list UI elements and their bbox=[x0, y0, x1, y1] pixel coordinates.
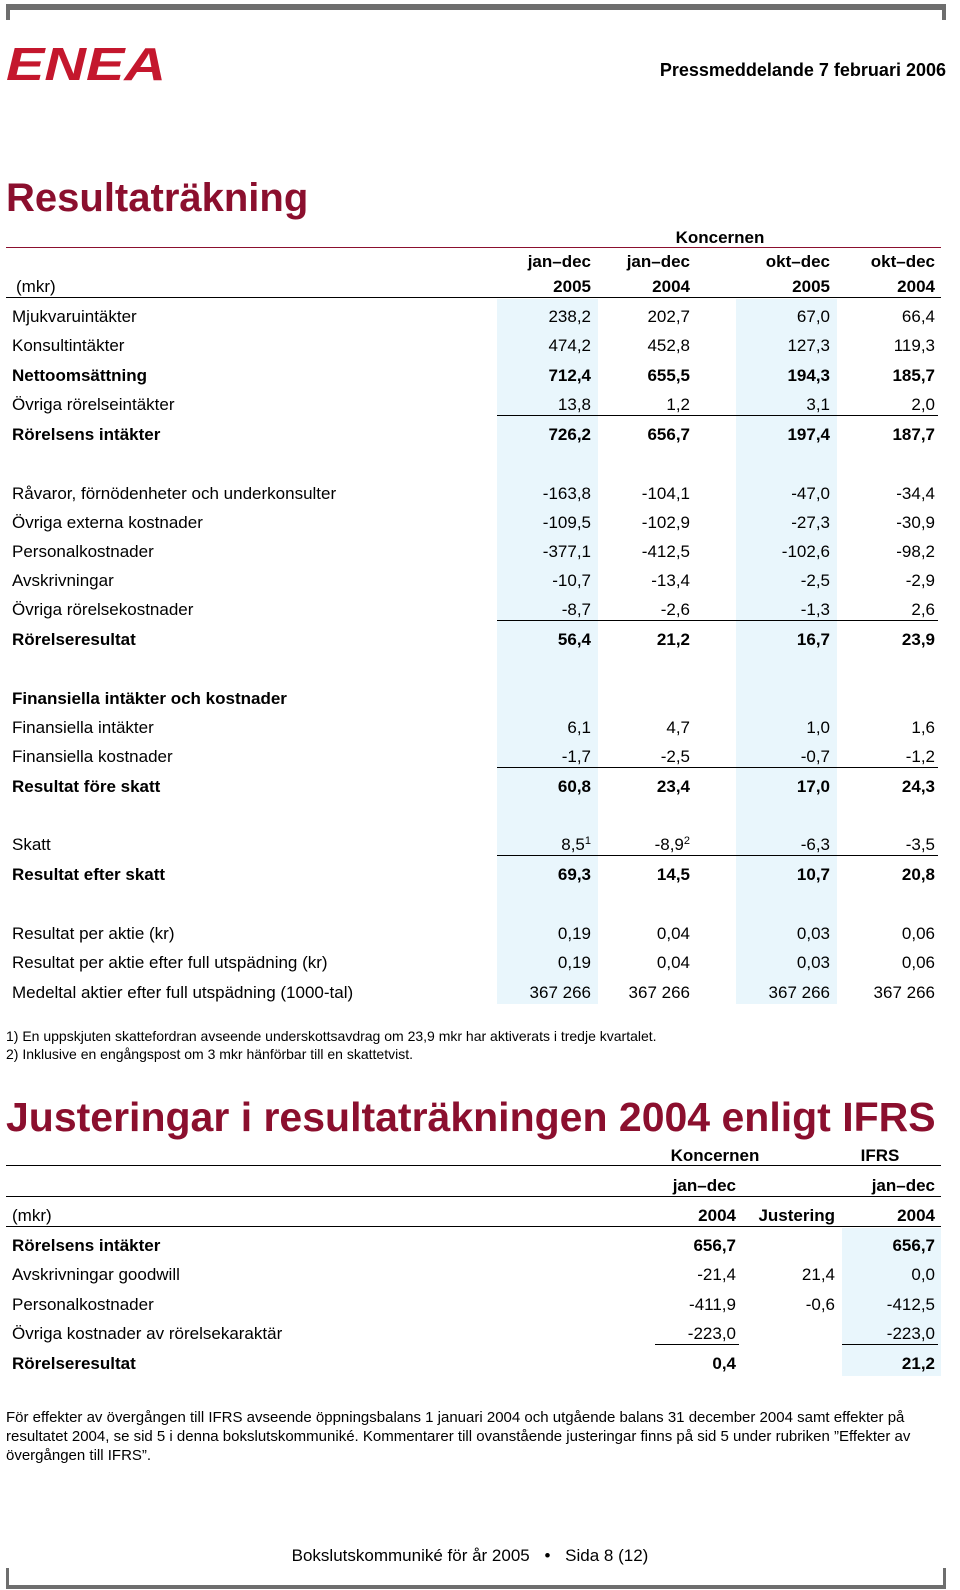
row-value bbox=[710, 983, 830, 1003]
value-text: -104,1 bbox=[641, 484, 690, 503]
row-value bbox=[815, 835, 935, 855]
value-text: 194,3 bbox=[787, 366, 830, 385]
value-text: 474,2 bbox=[548, 336, 591, 355]
subtotal-rule-pretax bbox=[497, 767, 938, 768]
header-rule-3 bbox=[6, 1226, 941, 1227]
period-label: jan–dec bbox=[626, 252, 690, 271]
value-text: -102,9 bbox=[641, 513, 690, 532]
row-label: Rörelseresultat bbox=[12, 630, 136, 649]
subtotal-rule-revenue bbox=[497, 415, 938, 416]
column-header: Justering bbox=[758, 1206, 835, 1225]
value-text: 23,4 bbox=[656, 777, 690, 796]
value-text: -10,7 bbox=[552, 571, 591, 590]
row-value: -223,0 bbox=[687, 1324, 736, 1343]
value-text: 197,4 bbox=[787, 425, 830, 444]
row-value bbox=[710, 366, 830, 386]
row-value bbox=[570, 600, 690, 620]
value-text: -2,9 bbox=[905, 571, 935, 590]
value-text: 4,7 bbox=[666, 718, 690, 737]
row-value: 21,2 bbox=[901, 1354, 935, 1373]
row-value bbox=[570, 484, 690, 504]
row-value: -0,6 bbox=[805, 1295, 835, 1314]
footnote: 1) En uppskjuten skattefordran avseende underskottsavdrag om 23,9 mkr har aktiverats i tredje kvartalet. bbox=[6, 1028, 657, 1044]
value-text: 0,04 bbox=[656, 924, 690, 943]
period-label: jan–dec bbox=[672, 1176, 736, 1195]
row-value bbox=[570, 835, 690, 855]
row-value bbox=[710, 600, 830, 620]
value-text: -102,6 bbox=[781, 542, 830, 561]
subtotal-rule-col1 bbox=[655, 1344, 739, 1345]
unit-label: (mkr) bbox=[16, 277, 56, 296]
value-text: 367 266 bbox=[873, 983, 935, 1002]
row-value: 0,0 bbox=[911, 1265, 935, 1284]
footer-page-number: Sida 8 (12) bbox=[565, 1546, 649, 1565]
row-value bbox=[570, 542, 690, 562]
row-value bbox=[815, 571, 935, 591]
row-value bbox=[710, 747, 830, 767]
row-value bbox=[570, 747, 690, 767]
row-label: Avskrivningar goodwill bbox=[12, 1265, 180, 1284]
value-text: 66,4 bbox=[901, 307, 935, 326]
value-text: 10,7 bbox=[796, 865, 830, 884]
footnote-marker: 1 bbox=[584, 835, 591, 847]
row-value bbox=[815, 542, 935, 562]
row-value bbox=[710, 924, 830, 944]
row-value bbox=[710, 718, 830, 738]
subtotal-rule-operating bbox=[497, 620, 938, 621]
value-text: 187,7 bbox=[892, 425, 935, 444]
row-value bbox=[815, 395, 935, 415]
row-label: Personalkostnader bbox=[12, 542, 154, 561]
ifrs-title: Justeringar i resultaträkningen 2004 enligt IFRS bbox=[6, 1094, 936, 1140]
row-value bbox=[570, 307, 690, 327]
row-label: Finansiella intäkter och kostnader bbox=[12, 689, 287, 708]
value-text: 24,3 bbox=[901, 777, 935, 796]
ifrs-header: IFRS bbox=[860, 1146, 900, 1165]
logo-text: ENEA bbox=[6, 44, 166, 84]
income-statement-title: Resultaträkning bbox=[6, 176, 309, 220]
row-label: Mjukvaruintäkter bbox=[12, 307, 137, 326]
row-value bbox=[815, 865, 935, 885]
value-text: -0,7 bbox=[800, 747, 830, 766]
value-text: -1,2 bbox=[905, 747, 935, 766]
header-rule-bottom bbox=[6, 297, 941, 298]
value-text: 1,6 bbox=[911, 718, 935, 737]
row-label: Konsultintäkter bbox=[12, 336, 125, 355]
value-text: 127,3 bbox=[787, 336, 830, 355]
row-value bbox=[815, 983, 935, 1003]
row-value bbox=[710, 835, 830, 855]
row-value bbox=[570, 777, 690, 797]
value-text: -98,2 bbox=[896, 542, 935, 561]
row-value: 656,7 bbox=[892, 1236, 935, 1255]
value-text: 367 266 bbox=[768, 983, 830, 1002]
top-rule-tick-right bbox=[942, 4, 946, 20]
value-text: -2,5 bbox=[660, 747, 690, 766]
row-value bbox=[710, 865, 830, 885]
row-value: -21,4 bbox=[697, 1265, 736, 1284]
row-label: Avskrivningar bbox=[12, 571, 114, 590]
ifrs-paragraph: För effekter av övergången till IFRS avseende öppningsbalans 1 januari 2004 och utgående balans 31 december 2004 samt effekter på resultatet 2004, se sid 5 i denna bokslutskommuniké. Kommentarer till ovanstående justeringar finns på sid 5 under rubriken ”Effekter av övergången till IFRS”. bbox=[6, 1409, 911, 1464]
enea-logo bbox=[6, 44, 170, 84]
row-value: 21,4 bbox=[801, 1265, 835, 1284]
row-value bbox=[815, 777, 935, 797]
value-text: 0,03 bbox=[796, 953, 830, 972]
row-value bbox=[815, 336, 935, 356]
bottom-rule bbox=[6, 1585, 946, 1589]
value-text: 0,06 bbox=[901, 924, 935, 943]
row-value bbox=[570, 953, 690, 973]
row-value bbox=[815, 307, 935, 327]
value-text: 1,0 bbox=[806, 718, 830, 737]
subtotal-rule-aftertax bbox=[497, 855, 938, 856]
period-label: jan–dec bbox=[871, 1176, 935, 1195]
bottom-rule-tick-right bbox=[943, 1568, 946, 1588]
footnote: 2) Inklusive en engångspost om 3 mkr hänförbar till en skattetvist. bbox=[6, 1046, 413, 1062]
value-text: 16,7 bbox=[796, 630, 830, 649]
year-header: 2004 bbox=[652, 277, 690, 296]
row-value bbox=[710, 953, 830, 973]
row-value bbox=[710, 336, 830, 356]
row-value bbox=[815, 484, 935, 504]
value-text: 367 266 bbox=[529, 983, 591, 1002]
value-text: 17,0 bbox=[796, 777, 830, 796]
year-header: 2005 bbox=[792, 277, 830, 296]
value-text: 367 266 bbox=[628, 983, 690, 1002]
row-label: Övriga rörelsekostnader bbox=[12, 600, 194, 619]
value-text: 2,6 bbox=[911, 600, 935, 619]
row-value bbox=[570, 718, 690, 738]
row-label: Finansiella kostnader bbox=[12, 747, 173, 766]
row-label: Nettoomsättning bbox=[12, 366, 148, 385]
row-value bbox=[815, 718, 935, 738]
value-text: -3,5 bbox=[905, 835, 935, 854]
column-header: 2004 bbox=[698, 1206, 736, 1225]
row-value bbox=[710, 542, 830, 562]
value-text: 14,5 bbox=[656, 865, 690, 884]
row-label: Råvaror, förnödenheter och underkonsulter bbox=[12, 484, 337, 503]
row-value bbox=[815, 924, 935, 944]
row-value bbox=[570, 513, 690, 533]
group-header: Koncernen bbox=[670, 1146, 760, 1165]
value-text: 452,8 bbox=[647, 336, 690, 355]
row-value bbox=[710, 630, 830, 650]
value-text: -8,9 bbox=[654, 835, 684, 854]
value-text: 56,4 bbox=[557, 630, 591, 649]
value-text: 23,9 bbox=[901, 630, 935, 649]
row-label: Medeltal aktier efter full utspädning (1000-tal) bbox=[12, 983, 354, 1002]
footer-document-name: Bokslutskommuniké för år 2005 bbox=[291, 1546, 530, 1565]
value-text: 0,06 bbox=[901, 953, 935, 972]
row-value: -411,9 bbox=[689, 1295, 736, 1314]
column-header: 2004 bbox=[897, 1206, 935, 1225]
value-text: 6,1 bbox=[567, 718, 591, 737]
year-header: 2004 bbox=[897, 277, 935, 296]
year-header: 2005 bbox=[553, 277, 591, 296]
row-label: Övriga rörelseintäkter bbox=[12, 395, 175, 414]
value-text: 67,0 bbox=[796, 307, 830, 326]
row-value bbox=[815, 630, 935, 650]
value-text: -8,7 bbox=[561, 600, 591, 619]
row-value bbox=[570, 395, 690, 415]
row-value: 656,7 bbox=[693, 1236, 736, 1255]
footnote-marker: 2 bbox=[683, 835, 690, 847]
row-value bbox=[815, 425, 935, 445]
unit-label: (mkr) bbox=[12, 1206, 52, 1225]
row-value bbox=[815, 747, 935, 767]
value-text: 2,0 bbox=[911, 395, 935, 414]
row-value bbox=[815, 953, 935, 973]
value-text: -34,4 bbox=[896, 484, 935, 503]
row-value bbox=[570, 425, 690, 445]
value-text: 1,2 bbox=[666, 395, 690, 414]
row-value: -412,5 bbox=[886, 1295, 935, 1314]
row-value bbox=[710, 425, 830, 445]
period-label: jan–dec bbox=[527, 252, 591, 271]
subtotal-rule-col3 bbox=[842, 1344, 938, 1345]
row-value bbox=[815, 600, 935, 620]
row-value: -223,0 bbox=[886, 1324, 935, 1343]
bottom-rule-tick-left bbox=[6, 1568, 9, 1588]
value-text: 20,8 bbox=[901, 865, 935, 884]
value-text: -27,3 bbox=[791, 513, 830, 532]
row-value bbox=[570, 865, 690, 885]
value-text: 21,2 bbox=[656, 630, 690, 649]
value-text: 726,2 bbox=[548, 425, 591, 444]
row-value bbox=[710, 777, 830, 797]
row-value bbox=[570, 336, 690, 356]
top-rule bbox=[6, 4, 946, 10]
row-value bbox=[710, 571, 830, 591]
row-value bbox=[570, 571, 690, 591]
value-text: -2,5 bbox=[800, 571, 830, 590]
period-label: okt–dec bbox=[765, 252, 830, 271]
value-text: 13,8 bbox=[557, 395, 591, 414]
row-value bbox=[710, 395, 830, 415]
row-label: Övriga externa kostnader bbox=[12, 513, 203, 532]
value-text: 202,7 bbox=[647, 307, 690, 326]
row-label: Resultat efter skatt bbox=[12, 865, 166, 884]
row-label: Skatt bbox=[12, 835, 51, 854]
header-rule-1 bbox=[6, 1165, 941, 1166]
value-text: 655,5 bbox=[647, 366, 690, 385]
row-label: Personalkostnader bbox=[12, 1295, 154, 1314]
row-value bbox=[815, 366, 935, 386]
value-text: 185,7 bbox=[892, 366, 935, 385]
row-value bbox=[570, 983, 690, 1003]
value-text: 0,04 bbox=[656, 953, 690, 972]
value-text: 656,7 bbox=[647, 425, 690, 444]
value-text: 3,1 bbox=[806, 395, 830, 414]
row-label: Resultat före skatt bbox=[12, 777, 161, 796]
row-value: 0,4 bbox=[712, 1354, 736, 1373]
value-text: -163,8 bbox=[542, 484, 591, 503]
group-header: Koncernen bbox=[675, 228, 765, 247]
row-value bbox=[710, 307, 830, 327]
value-text: -6,3 bbox=[800, 835, 830, 854]
row-label: Resultat per aktie efter full utspädning (kr) bbox=[12, 953, 328, 972]
row-label: Finansiella intäkter bbox=[12, 718, 154, 737]
value-text: 60,8 bbox=[557, 777, 591, 796]
value-text: -2,6 bbox=[660, 600, 690, 619]
value-text: -412,5 bbox=[641, 542, 690, 561]
row-value bbox=[570, 924, 690, 944]
period-label: okt–dec bbox=[870, 252, 935, 271]
row-value bbox=[570, 366, 690, 386]
row-value bbox=[710, 513, 830, 533]
value-text: -47,0 bbox=[791, 484, 830, 503]
header-rule-top bbox=[6, 247, 941, 248]
value-text: 119,3 bbox=[893, 336, 935, 355]
value-text: 0,19 bbox=[557, 924, 591, 943]
page-footer: Bokslutskommuniké för år 2005 • Sida 8 (12) bbox=[291, 1546, 649, 1565]
value-text: -1,7 bbox=[561, 747, 591, 766]
row-label: Rörelsens intäkter bbox=[12, 1236, 161, 1255]
value-text: 712,4 bbox=[548, 366, 591, 385]
row-label: Övriga kostnader av rörelsekaraktär bbox=[12, 1324, 283, 1343]
value-text: 0,03 bbox=[796, 924, 830, 943]
row-label: Rörelsens intäkter bbox=[12, 425, 161, 444]
value-text: -1,3 bbox=[800, 600, 830, 619]
value-text: -30,9 bbox=[896, 513, 935, 532]
row-label: Rörelseresultat bbox=[12, 1354, 136, 1373]
value-text: 8,5 bbox=[561, 835, 585, 854]
header-rule-2 bbox=[6, 1196, 941, 1197]
value-text: 0,19 bbox=[557, 953, 591, 972]
row-value bbox=[710, 484, 830, 504]
row-label: Resultat per aktie (kr) bbox=[12, 924, 175, 943]
value-text: 69,3 bbox=[557, 865, 591, 884]
row-value bbox=[570, 630, 690, 650]
value-text: -13,4 bbox=[651, 571, 690, 590]
value-text: -109,5 bbox=[542, 513, 591, 532]
value-text: 238,2 bbox=[548, 307, 591, 326]
top-rule-tick-left bbox=[6, 4, 10, 20]
value-text: -377,1 bbox=[542, 542, 591, 561]
row-value bbox=[815, 513, 935, 533]
press-release-date: Pressmeddelande 7 februari 2006 bbox=[659, 60, 946, 80]
